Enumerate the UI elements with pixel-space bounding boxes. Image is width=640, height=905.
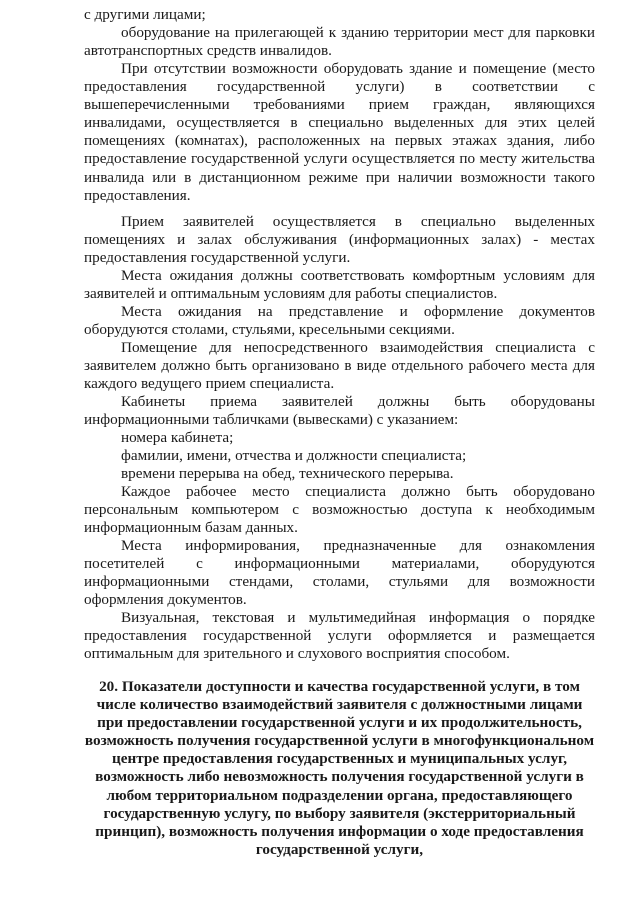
paragraph-4: Прием заявителей осуществляется в специально выделенных помещениях и залах обслуживания (информационных залах) - местах предоставления государственной услуги.	[84, 213, 595, 267]
paragraph-1: с другими лицами;	[84, 6, 206, 23]
paragraph-8: Кабинеты приема заявителей должны быть оборудованы информационными табличками (вывесками) с указанием:	[84, 393, 595, 429]
section-heading: 20. Показатели доступности и качества государственной услуги, в том числе количество взаимодействий заявителя с должностными лицами при предоставлении государственной услуги и их продолжительность, возможность получения государственной услуги в многофункциональном центре предоставления государственных и муниципальных услуг, возможность либо невозможность получения государственной услуги в любом территориальном подразделении органа, предоставляющего государственную услугу, по выбору заявителя (экстерриториальный принцип), возможность получения информации о ходе предоставления государственной услуги,	[84, 678, 595, 858]
list-item-break: времени перерыва на обед, технического перерыва.	[121, 465, 454, 482]
paragraph-9: Каждое рабочее место специалиста должно быть оборудовано персональным компьютером с возможностью доступа к необходимым информационным базам данных.	[84, 483, 595, 537]
list-item-specialist: фамилии, имени, отчества и должности специалиста;	[121, 447, 467, 464]
paragraph-6: Места ожидания на представление и оформление документов оборудуются столами, стульями, кресельными секциями.	[84, 303, 595, 339]
paragraph-11: Визуальная, текстовая и мультимедийная информация о порядке предоставления государственной услуги оформляется и размещается оптимальным для зрительного и слухового восприятия способом.	[84, 609, 595, 663]
list-item-cabinet: номера кабинета;	[121, 429, 234, 446]
paragraph-3: При отсутствии возможности оборудовать здание и помещение (место предоставления государственной услуги) в соответствии с вышеперечисленными требованиями прием граждан, являющихся инвалидами, осуществляется в специально выделенных для этих целей помещениях (комнатах), расположенных на первых этажах здания, либо предоставление государственной услуги осуществляется по месту жительства инвалида или в дистанционном режиме при наличии возможности такого предоставления.	[84, 60, 595, 204]
paragraph-7: Помещение для непосредственного взаимодействия специалиста с заявителем должно быть организовано в виде отдельного рабочего места для каждого ведущего прием специалиста.	[84, 339, 595, 393]
paragraph-10: Места информирования, предназначенные для ознакомления посетителей с информационными материалами, оборудуются информационными стендами, столами, стульями для возможности оформления документов.	[84, 537, 595, 609]
paragraph-2: оборудование на прилегающей к зданию территории мест для парковки автотранспортных средств инвалидов.	[84, 24, 595, 60]
paragraph-5: Места ожидания должны соответствовать комфортным условиям для заявителей и оптимальным условиям для работы специалистов.	[84, 267, 595, 303]
